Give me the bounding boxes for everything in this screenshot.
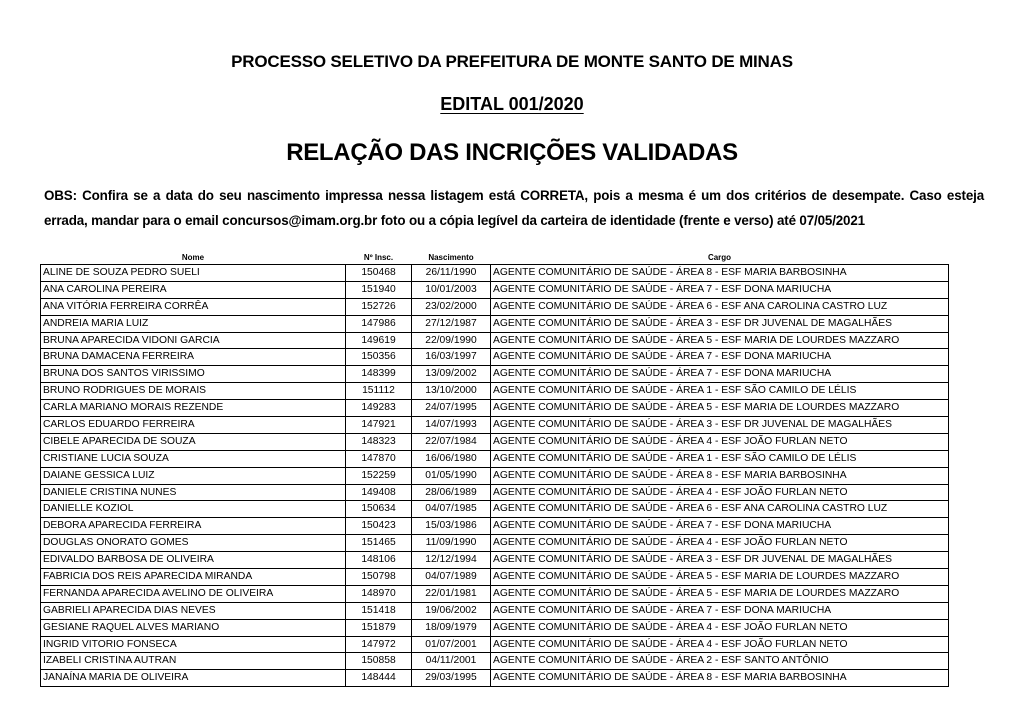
- cell-inscricao: 148399: [346, 366, 412, 383]
- cell-nome: BRUNA DOS SANTOS VIRISSIMO: [41, 366, 346, 383]
- cell-inscricao: 148970: [346, 585, 412, 602]
- cell-nascimento: 13/10/2000: [412, 383, 491, 400]
- cell-nome: ALINE DE SOUZA PEDRO SUELI: [41, 265, 346, 282]
- cell-inscricao: 149283: [346, 400, 412, 417]
- cell-nascimento: 26/11/1990: [412, 265, 491, 282]
- table-row: [41, 417, 949, 434]
- cell-nascimento: 13/09/2002: [412, 366, 491, 383]
- cell-cargo: AGENTE COMUNITÁRIO DE SAÚDE - ÁREA 3 - ESF DR JUVENAL DE MAGALHÃES: [491, 417, 949, 434]
- table-row: [41, 433, 949, 450]
- table-row: [41, 281, 949, 298]
- registrations-table: [40, 251, 949, 687]
- cell-nome: INGRID VITORIO FONSECA: [41, 636, 346, 653]
- column-header-inscricao: Nº Insc.: [363, 253, 394, 262]
- cell-nascimento: 23/02/2000: [412, 298, 491, 315]
- cell-nome: CARLOS EDUARDO FERREIRA: [41, 417, 346, 434]
- cell-nome: CARLA MARIANO MORAIS REZENDE: [41, 400, 346, 417]
- table-row: [41, 298, 949, 315]
- cell-nome: GESIANE RAQUEL ALVES MARIANO: [41, 619, 346, 636]
- cell-cargo: AGENTE COMUNITÁRIO DE SAÚDE - ÁREA 4 - ESF JOÃO FURLAN NETO: [491, 433, 949, 450]
- cell-cargo: AGENTE COMUNITÁRIO DE SAÚDE - ÁREA 7 - ESF DONA MARIUCHA: [491, 349, 949, 366]
- cell-nascimento: 18/09/1979: [412, 619, 491, 636]
- cell-nome: DEBORA APARECIDA FERREIRA: [41, 518, 346, 535]
- cell-nome: FERNANDA APARECIDA AVELINO DE OLIVEIRA: [41, 585, 346, 602]
- cell-nascimento: 19/06/2002: [412, 602, 491, 619]
- table-row: [41, 653, 949, 670]
- cell-nascimento: 24/07/1995: [412, 400, 491, 417]
- table-row: [41, 552, 949, 569]
- cell-nascimento: 16/03/1997: [412, 349, 491, 366]
- list-subtitle: RELAÇÃO DAS INCRIÇÕES VALIDADAS: [286, 139, 738, 166]
- cell-cargo: AGENTE COMUNITÁRIO DE SAÚDE - ÁREA 2 - ESF SANTO ANTÔNIO: [491, 653, 949, 670]
- table-row: [41, 670, 949, 687]
- column-header-cargo: Cargo: [707, 253, 732, 262]
- edital-number: EDITAL 001/2020: [440, 94, 584, 114]
- cell-cargo: AGENTE COMUNITÁRIO DE SAÚDE - ÁREA 4 - ESF JOÃO FURLAN NETO: [491, 636, 949, 653]
- cell-nascimento: 15/03/1986: [412, 518, 491, 535]
- table-row: [41, 349, 949, 366]
- table-body: [41, 265, 949, 687]
- cell-inscricao: 151940: [346, 281, 412, 298]
- cell-inscricao: 148323: [346, 433, 412, 450]
- cell-nome: DAIANE GESSICA LUIZ: [41, 467, 346, 484]
- table-row: [41, 636, 949, 653]
- cell-inscricao: 150634: [346, 501, 412, 518]
- cell-cargo: AGENTE COMUNITÁRIO DE SAÚDE - ÁREA 7 - ESF DONA MARIUCHA: [491, 366, 949, 383]
- observation-note: OBS: Confira se a data do seu nascimento impressa nessa listagem está CORRETA, pois a mesma é um dos critérios de desempate. Caso esteja errada, mandar para o email concursos@imam.org.br foto ou a cópia legível da carteira de identidade (frente e verso) até 07/05/2021: [44, 188, 984, 228]
- table-row: [41, 569, 949, 586]
- cell-nascimento: 27/12/1987: [412, 315, 491, 332]
- cell-inscricao: 150858: [346, 653, 412, 670]
- table-row: [41, 467, 949, 484]
- cell-nascimento: 16/06/1980: [412, 450, 491, 467]
- cell-nascimento: 12/12/1994: [412, 552, 491, 569]
- document-title: PROCESSO SELETIVO DA PREFEITURA DE MONTE SANTO DE MINAS: [231, 52, 793, 71]
- cell-cargo: AGENTE COMUNITÁRIO DE SAÚDE - ÁREA 5 - ESF MARIA DE LOURDES MAZZARO: [491, 569, 949, 586]
- cell-inscricao: 150468: [346, 265, 412, 282]
- cell-nascimento: 11/09/1990: [412, 535, 491, 552]
- column-header-nome: Nome: [181, 253, 205, 262]
- cell-cargo: AGENTE COMUNITÁRIO DE SAÚDE - ÁREA 5 - ESF MARIA DE LOURDES MAZZARO: [491, 400, 949, 417]
- cell-inscricao: 151112: [346, 383, 412, 400]
- cell-inscricao: 151465: [346, 535, 412, 552]
- cell-cargo: AGENTE COMUNITÁRIO DE SAÚDE - ÁREA 7 - ESF DONA MARIUCHA: [491, 518, 949, 535]
- cell-nome: IZABELI CRISTINA AUTRAN: [41, 653, 346, 670]
- table-row: [41, 484, 949, 501]
- cell-nome: CIBELE APARECIDA DE SOUZA: [41, 433, 346, 450]
- table-row: [41, 315, 949, 332]
- cell-nascimento: 28/06/1989: [412, 484, 491, 501]
- cell-cargo: AGENTE COMUNITÁRIO DE SAÚDE - ÁREA 4 - ESF JOÃO FURLAN NETO: [491, 619, 949, 636]
- cell-nascimento: 01/07/2001: [412, 636, 491, 653]
- cell-cargo: AGENTE COMUNITÁRIO DE SAÚDE - ÁREA 1 - ESF SÃO CAMILO DE LÉLIS: [491, 450, 949, 467]
- cell-nome: DANIELE CRISTINA NUNES: [41, 484, 346, 501]
- table-row: [41, 585, 949, 602]
- cell-nascimento: 22/01/1981: [412, 585, 491, 602]
- cell-nascimento: 01/05/1990: [412, 467, 491, 484]
- cell-nascimento: 14/07/1993: [412, 417, 491, 434]
- table-row: [41, 332, 949, 349]
- cell-nome: JANAÍNA MARIA DE OLIVEIRA: [41, 670, 346, 687]
- cell-cargo: AGENTE COMUNITÁRIO DE SAÚDE - ÁREA 5 - ESF MARIA DE LOURDES MAZZARO: [491, 585, 949, 602]
- cell-inscricao: 147986: [346, 315, 412, 332]
- cell-nome: BRUNA APARECIDA VIDONI GARCIA: [41, 332, 346, 349]
- cell-cargo: AGENTE COMUNITÁRIO DE SAÚDE - ÁREA 3 - ESF DR JUVENAL DE MAGALHÃES: [491, 552, 949, 569]
- table-row: [41, 501, 949, 518]
- cell-inscricao: 150423: [346, 518, 412, 535]
- cell-nome: ANA CAROLINA PEREIRA: [41, 281, 346, 298]
- edital-heading: [0, 94, 1024, 115]
- cell-inscricao: 149408: [346, 484, 412, 501]
- cell-nome: DANIELLE KOZIOL: [41, 501, 346, 518]
- cell-nascimento: 22/09/1990: [412, 332, 491, 349]
- cell-inscricao: 152259: [346, 467, 412, 484]
- cell-nome: BRUNA DAMACENA FERREIRA: [41, 349, 346, 366]
- table-row: [41, 383, 949, 400]
- table-row: [41, 535, 949, 552]
- cell-nascimento: 29/03/1995: [412, 670, 491, 687]
- cell-cargo: AGENTE COMUNITÁRIO DE SAÚDE - ÁREA 8 - ESF MARIA BARBOSINHA: [491, 467, 949, 484]
- cell-nascimento: 10/01/2003: [412, 281, 491, 298]
- cell-cargo: AGENTE COMUNITÁRIO DE SAÚDE - ÁREA 4 - ESF JOÃO FURLAN NETO: [491, 484, 949, 501]
- cell-inscricao: 147870: [346, 450, 412, 467]
- cell-nome: ANDREIA MARIA LUIZ: [41, 315, 346, 332]
- cell-nome: FABRICIA DOS REIS APARECIDA MIRANDA: [41, 569, 346, 586]
- cell-cargo: AGENTE COMUNITÁRIO DE SAÚDE - ÁREA 6 - ESF ANA CAROLINA CASTRO LUZ: [491, 298, 949, 315]
- table-row: [41, 366, 949, 383]
- cell-nome: EDIVALDO BARBOSA DE OLIVEIRA: [41, 552, 346, 569]
- cell-cargo: AGENTE COMUNITÁRIO DE SAÚDE - ÁREA 8 - ESF MARIA BARBOSINHA: [491, 265, 949, 282]
- table-header-row: [41, 251, 949, 265]
- cell-nascimento: 22/07/1984: [412, 433, 491, 450]
- cell-inscricao: 152726: [346, 298, 412, 315]
- cell-nome: CRISTIANE LUCIA SOUZA: [41, 450, 346, 467]
- table-row: [41, 619, 949, 636]
- cell-cargo: AGENTE COMUNITÁRIO DE SAÚDE - ÁREA 5 - ESF MARIA DE LOURDES MAZZARO: [491, 332, 949, 349]
- table-row: [41, 400, 949, 417]
- cell-cargo: AGENTE COMUNITÁRIO DE SAÚDE - ÁREA 1 - ESF SÃO CAMILO DE LÉLIS: [491, 383, 949, 400]
- cell-cargo: AGENTE COMUNITÁRIO DE SAÚDE - ÁREA 8 - ESF MARIA BARBOSINHA: [491, 670, 949, 687]
- cell-inscricao: 147972: [346, 636, 412, 653]
- cell-cargo: AGENTE COMUNITÁRIO DE SAÚDE - ÁREA 4 - ESF JOÃO FURLAN NETO: [491, 535, 949, 552]
- cell-cargo: AGENTE COMUNITÁRIO DE SAÚDE - ÁREA 6 - ESF ANA CAROLINA CASTRO LUZ: [491, 501, 949, 518]
- cell-inscricao: 149619: [346, 332, 412, 349]
- cell-cargo: AGENTE COMUNITÁRIO DE SAÚDE - ÁREA 7 - ESF DONA MARIUCHA: [491, 281, 949, 298]
- table-row: [41, 450, 949, 467]
- cell-cargo: AGENTE COMUNITÁRIO DE SAÚDE - ÁREA 3 - ESF DR JUVENAL DE MAGALHÃES: [491, 315, 949, 332]
- cell-nascimento: 04/11/2001: [412, 653, 491, 670]
- cell-inscricao: 151418: [346, 602, 412, 619]
- cell-inscricao: 148106: [346, 552, 412, 569]
- cell-nome: GABRIELI APARECIDA DIAS NEVES: [41, 602, 346, 619]
- cell-nome: BRUNO RODRIGUES DE MORAIS: [41, 383, 346, 400]
- cell-nascimento: 04/07/1989: [412, 569, 491, 586]
- cell-nome: DOUGLAS ONORATO GOMES: [41, 535, 346, 552]
- table-row: [41, 265, 949, 282]
- table-row: [41, 602, 949, 619]
- cell-inscricao: 151879: [346, 619, 412, 636]
- cell-inscricao: 150356: [346, 349, 412, 366]
- cell-inscricao: 150798: [346, 569, 412, 586]
- cell-nome: ANA VITÓRIA FERREIRA CORRÊA: [41, 298, 346, 315]
- cell-cargo: AGENTE COMUNITÁRIO DE SAÚDE - ÁREA 7 - ESF DONA MARIUCHA: [491, 602, 949, 619]
- cell-nascimento: 04/07/1985: [412, 501, 491, 518]
- cell-inscricao: 147921: [346, 417, 412, 434]
- table-row: [41, 518, 949, 535]
- column-header-nascimento: Nascimento: [428, 253, 474, 262]
- cell-inscricao: 148444: [346, 670, 412, 687]
